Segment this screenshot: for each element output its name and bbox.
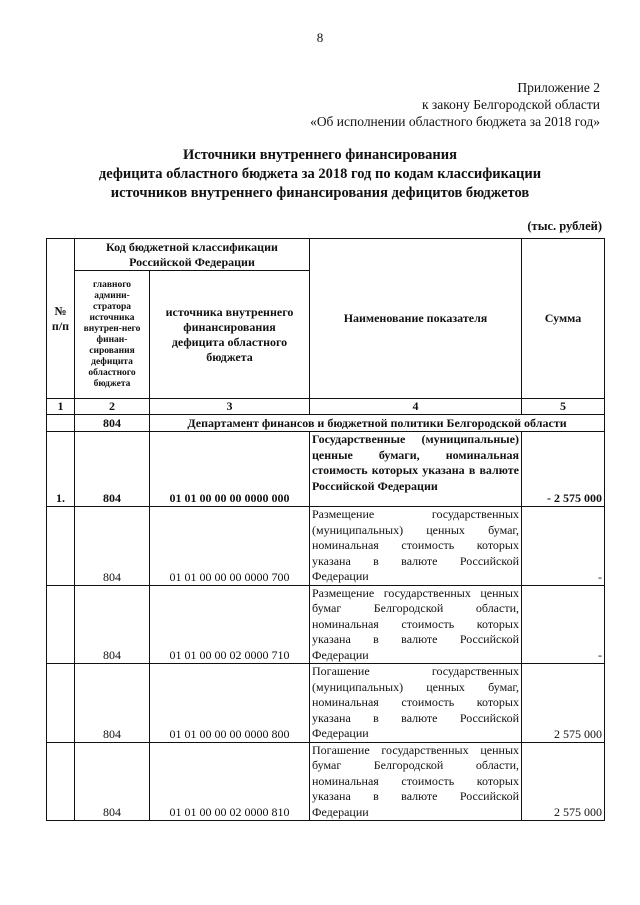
column-number-4: 4 [310, 399, 522, 415]
department-num [47, 415, 75, 432]
row-admin: 804 [75, 664, 150, 743]
header-name: Наименование показателя [310, 239, 522, 399]
table-row [47, 664, 605, 743]
row-sum: - [522, 585, 605, 664]
row-code: 01 01 00 00 02 0000 810 [150, 742, 310, 821]
row-name: Погашение государственных (муниципальных) ценных бумаг, номинальная стоимость которых указана в валюте Российской Федерации [310, 664, 522, 743]
row-admin: 804 [75, 742, 150, 821]
table-row [47, 432, 605, 507]
row-num [47, 664, 75, 743]
row-name: Погашение государственных ценных бумаг Белгородской области, номинальная стоимость которых указана в валюте Российской Федерации [310, 742, 522, 821]
page-number: 8 [316, 30, 324, 45]
column-number-1: 1 [47, 399, 75, 415]
row-name: Государственные (муниципальные) ценные бумаги, номинальная стоимость которых указана в валюте Российской Федерации [310, 432, 522, 507]
department-admin: 804 [75, 415, 150, 432]
units-label: (тыс. рублей) [527, 219, 602, 233]
title-line-3: источников внутреннего финансирования дефицитов бюджетов [110, 185, 530, 201]
department-name: Департамент финансов и бюджетной политики Белгородской области [150, 415, 605, 432]
appendix-header [310, 79, 600, 130]
row-name: Размещение государственных ценных бумаг Белгородской области, номинальная стоимость которых указана в валюте Российской Федерации [310, 585, 522, 664]
document-title [0, 146, 640, 203]
row-num [47, 507, 75, 586]
row-code: 01 01 00 00 02 0000 710 [150, 585, 310, 664]
header-num: № п/п [47, 239, 75, 399]
header-admin: главного админи-стратора источника внутрен-него финан-сирования дефицита областного бюджета [75, 271, 150, 399]
sources-table [46, 238, 605, 821]
column-number-2: 2 [75, 399, 150, 415]
row-sum: 2 575 000 [522, 664, 605, 743]
appendix-line-1: Приложение 2 [517, 80, 600, 95]
row-code: 01 01 00 00 00 0000 800 [150, 664, 310, 743]
row-sum: - [522, 507, 605, 586]
table-row [47, 507, 605, 586]
appendix-line-3: «Об исполнении областного бюджета за 2018 год» [310, 114, 600, 129]
row-admin: 804 [75, 432, 150, 507]
row-code: 01 01 00 00 00 0000 000 [150, 432, 310, 507]
header-source: источника внутреннего финансирования дефицита областного бюджета [150, 271, 310, 399]
row-sum: 2 575 000 [522, 742, 605, 821]
row-sum: - 2 575 000 [522, 432, 605, 507]
appendix-line-2: к закону Белгородской области [422, 97, 600, 112]
title-line-1: Источники внутреннего финансирования [183, 147, 457, 163]
column-number-5: 5 [522, 399, 605, 415]
table-row [47, 742, 605, 821]
row-admin: 804 [75, 507, 150, 586]
row-num: 1. [47, 432, 75, 507]
row-num [47, 742, 75, 821]
column-number-3: 3 [150, 399, 310, 415]
header-code-group: Код бюджетной классификации Российской Федерации [75, 239, 310, 271]
row-admin: 804 [75, 585, 150, 664]
row-code: 01 01 00 00 00 0000 700 [150, 507, 310, 586]
header-sum: Сумма [522, 239, 605, 399]
row-name: Размещение государственных (муниципальных) ценных бумаг, номинальная стоимость которых указана в валюте Российской Федерации [310, 507, 522, 586]
table-row [47, 585, 605, 664]
row-num [47, 585, 75, 664]
title-line-2: дефицита областного бюджета за 2018 год по кодам классификации [98, 166, 542, 182]
department-row [47, 415, 605, 432]
